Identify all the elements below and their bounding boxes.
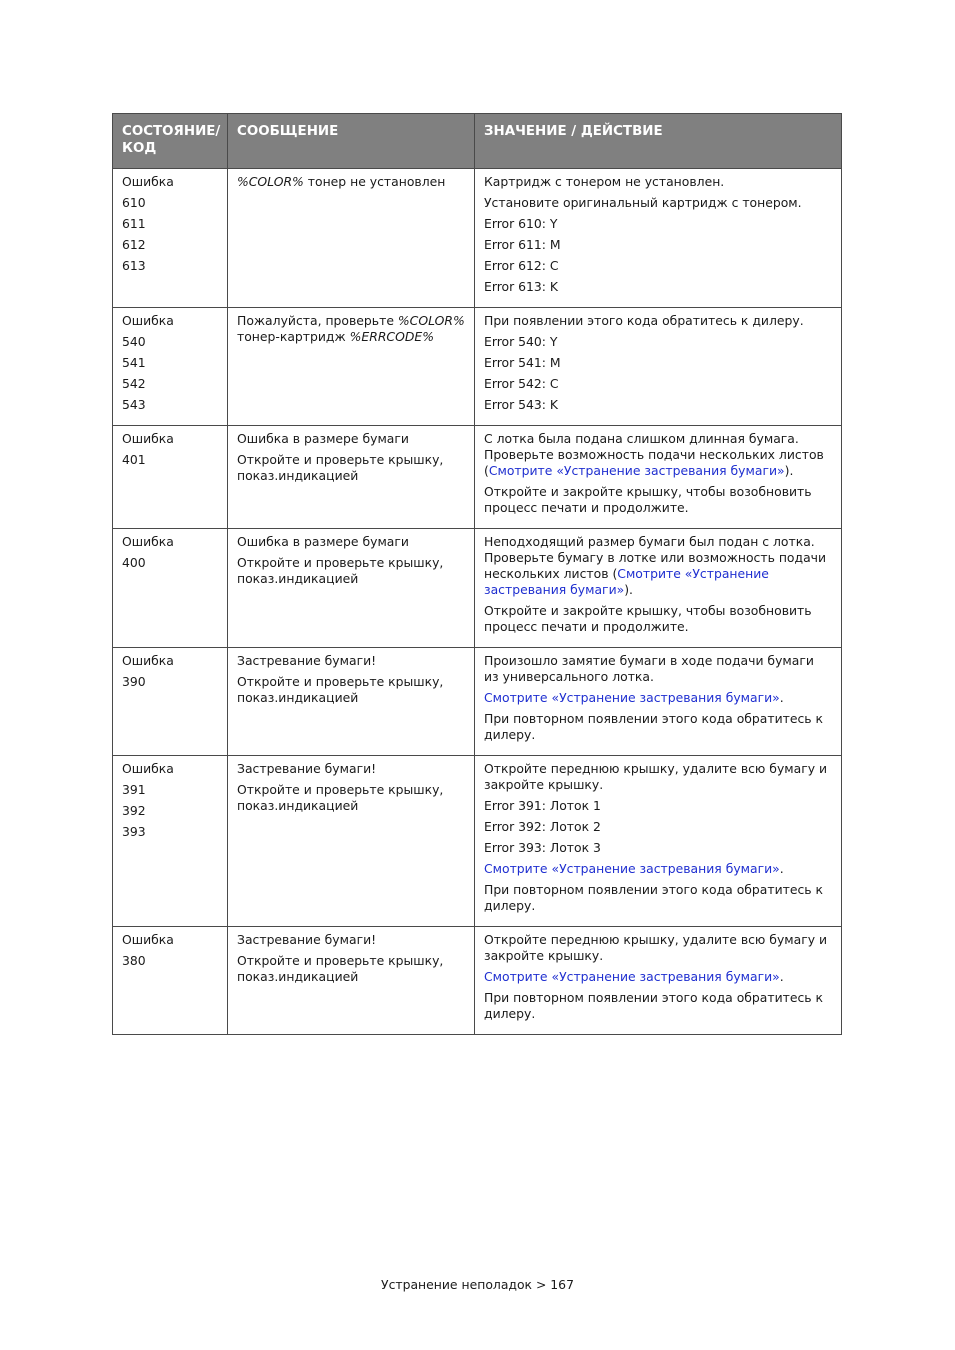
status-label: Ошибка <box>122 431 174 446</box>
text-segment: Застревание бумаги! <box>237 761 377 776</box>
message-cell <box>228 927 475 1035</box>
text-segment: Откройте и закройте крышку, чтобы возобновить процесс печати и продолжите. <box>484 603 812 634</box>
message-paragraph <box>237 431 465 447</box>
message-paragraph <box>237 761 465 777</box>
page-footer: Устранение неполадок > 167 <box>381 1277 574 1292</box>
text-segment: Error 391: Лоток 1 <box>484 798 601 813</box>
message-paragraph <box>237 932 465 948</box>
text-segment: Застревание бумаги! <box>237 653 377 668</box>
text-segment: . <box>779 861 784 876</box>
meaning-paragraph <box>484 603 832 635</box>
message-cell <box>228 308 475 426</box>
meaning-paragraph <box>484 932 832 964</box>
message-cell <box>228 426 475 529</box>
table-row <box>113 927 842 1035</box>
text-segment: Откройте и закройте крышку, чтобы возобновить процесс печати и продолжите. <box>484 484 812 515</box>
meaning-paragraph <box>484 484 832 516</box>
status-label: Ошибка <box>122 174 174 189</box>
message-paragraph <box>237 674 465 706</box>
text-segment: Error 543: K <box>484 397 559 412</box>
text-segment: Откройте и проверьте крышку, показ.индикацией <box>237 674 444 705</box>
text-segment: тонер не установлен <box>303 174 446 189</box>
placeholder-variable: %COLOR% <box>397 313 465 328</box>
meaning-paragraph <box>484 431 832 479</box>
meaning-paragraph <box>484 990 832 1022</box>
meaning-paragraph <box>484 195 832 211</box>
table-row <box>113 756 842 927</box>
text-segment: Error 611: M <box>484 237 561 252</box>
text-segment: Error 541: M <box>484 355 561 370</box>
text-segment: Error 613: K <box>484 279 559 294</box>
error-code: 400 <box>122 555 146 570</box>
error-code: 610 <box>122 195 146 210</box>
text-segment: ). <box>624 582 633 597</box>
message-paragraph <box>237 653 465 669</box>
meaning-cell <box>475 308 842 426</box>
header-state: СОСТОЯНИЕ/ <box>122 124 221 139</box>
status-cell <box>113 927 228 1035</box>
message-cell <box>228 756 475 927</box>
paper-jam-link[interactable]: Смотрите «Устранение застревания бумаги» <box>488 463 785 478</box>
text-segment: Ошибка в размере бумаги <box>237 431 409 446</box>
table-row <box>113 426 842 529</box>
meaning-paragraph <box>484 761 832 793</box>
table-row <box>113 529 842 648</box>
text-segment: . <box>779 969 784 984</box>
status-cell <box>113 648 228 756</box>
meaning-paragraph <box>484 279 832 295</box>
text-segment: Картридж с тонером не установлен. <box>484 174 725 189</box>
text-segment: . <box>779 690 784 705</box>
message-paragraph <box>237 782 465 814</box>
text-segment: Error 540: Y <box>484 334 558 349</box>
error-code: 611 <box>122 216 146 231</box>
header-meaning: ЗНАЧЕНИЕ / ДЕЙСТВИЕ <box>475 114 842 169</box>
paper-jam-link[interactable]: Смотрите «Устранение застревания бумаги» <box>484 566 769 597</box>
status-cell <box>113 308 228 426</box>
meaning-cell <box>475 927 842 1035</box>
text-segment: Error 392: Лоток 2 <box>484 819 601 834</box>
error-code: 390 <box>122 674 146 689</box>
meaning-paragraph <box>484 840 832 856</box>
meaning-cell <box>475 648 842 756</box>
error-code: 542 <box>122 376 146 391</box>
paper-jam-link[interactable]: Смотрите «Устранение застревания бумаги» <box>484 690 780 705</box>
table-row <box>113 648 842 756</box>
message-cell <box>228 529 475 648</box>
text-segment: При появлении этого кода обратитесь к дилеру. <box>484 313 804 328</box>
message-paragraph <box>237 313 465 345</box>
message-paragraph <box>237 174 465 190</box>
header-message: СООБЩЕНИЕ <box>228 114 475 169</box>
paper-jam-link[interactable]: Смотрите «Устранение застревания бумаги» <box>484 969 780 984</box>
paper-jam-link[interactable]: Смотрите «Устранение застревания бумаги» <box>484 861 780 876</box>
error-code: 392 <box>122 803 146 818</box>
error-codes-table <box>112 113 842 1035</box>
placeholder-variable: %ERRCODE% <box>349 329 434 344</box>
text-segment: Произошло замятие бумаги в ходе подачи бумаги из универсального лотка. <box>484 653 814 684</box>
text-segment: Error 612: C <box>484 258 559 273</box>
status-cell <box>113 529 228 648</box>
text-segment: При повторном появлении этого кода обратитесь к дилеру. <box>484 711 824 742</box>
status-label: Ошибка <box>122 313 174 328</box>
text-segment: Откройте переднюю крышку, удалите всю бумагу и закройте крышку. <box>484 932 828 963</box>
text-segment: При повторном появлении этого кода обратитесь к дилеру. <box>484 882 824 913</box>
meaning-paragraph <box>484 534 832 598</box>
text-segment: Откройте переднюю крышку, удалите всю бумагу и закройте крышку. <box>484 761 828 792</box>
text-segment: С лотка была подана слишком длинная бумага. Проверьте возможность подачи нескольких листов ( <box>484 431 824 478</box>
text-segment: ). <box>784 463 794 478</box>
table-row <box>113 169 842 308</box>
text-segment: Откройте и проверьте крышку, показ.индикацией <box>237 452 444 483</box>
message-cell <box>228 169 475 308</box>
text-segment: Застревание бумаги! <box>237 932 377 947</box>
text-segment: Установите оригинальный картридж с тонером. <box>484 195 802 210</box>
error-code: 541 <box>122 355 146 370</box>
meaning-paragraph <box>484 861 832 877</box>
text-segment: Откройте и проверьте крышку, показ.индикацией <box>237 782 444 813</box>
text-segment: Ошибка в размере бумаги <box>237 534 409 549</box>
message-paragraph <box>237 452 465 484</box>
text-segment: тонер-картридж <box>237 329 350 344</box>
text-segment: Неподходящий размер бумаги был подан с лотка. Проверьте бумагу в лотке или возможность подачи нескольких листов ( <box>484 534 827 581</box>
meaning-paragraph <box>484 334 832 350</box>
meaning-paragraph <box>484 174 832 190</box>
header-state-code <box>113 114 228 169</box>
meaning-paragraph <box>484 653 832 685</box>
status-cell <box>113 426 228 529</box>
meaning-paragraph <box>484 798 832 814</box>
message-cell <box>228 648 475 756</box>
error-code: 543 <box>122 397 146 412</box>
text-segment: Откройте и проверьте крышку, показ.индикацией <box>237 555 444 586</box>
text-segment: Error 393: Лоток 3 <box>484 840 601 855</box>
meaning-cell <box>475 529 842 648</box>
message-paragraph <box>237 534 465 550</box>
meaning-paragraph <box>484 711 832 743</box>
table-header-row <box>113 114 842 169</box>
message-paragraph <box>237 555 465 587</box>
meaning-paragraph <box>484 258 832 274</box>
message-paragraph <box>237 953 465 985</box>
text-segment: Откройте и проверьте крышку, показ.индикацией <box>237 953 444 984</box>
meaning-paragraph <box>484 355 832 371</box>
status-cell <box>113 169 228 308</box>
meaning-paragraph <box>484 397 832 413</box>
error-code: 391 <box>122 782 146 797</box>
meaning-paragraph <box>484 376 832 392</box>
error-code: 540 <box>122 334 146 349</box>
error-code: 380 <box>122 953 146 968</box>
header-code: КОД <box>122 141 157 156</box>
meaning-cell <box>475 169 842 308</box>
text-segment: Error 610: Y <box>484 216 558 231</box>
meaning-cell <box>475 756 842 927</box>
status-label: Ошибка <box>122 761 174 776</box>
status-label: Ошибка <box>122 932 174 947</box>
meaning-paragraph <box>484 237 832 253</box>
text-segment: При повторном появлении этого кода обратитесь к дилеру. <box>484 990 824 1021</box>
meaning-paragraph <box>484 690 832 706</box>
meaning-paragraph <box>484 216 832 232</box>
meaning-cell <box>475 426 842 529</box>
status-label: Ошибка <box>122 653 174 668</box>
meaning-paragraph <box>484 882 832 914</box>
error-code: 613 <box>122 258 146 273</box>
meaning-paragraph <box>484 969 832 985</box>
error-code: 393 <box>122 824 146 839</box>
meaning-paragraph <box>484 819 832 835</box>
text-segment: Пожалуйста, проверьте <box>237 313 398 328</box>
error-code: 401 <box>122 452 146 467</box>
meaning-paragraph <box>484 313 832 329</box>
placeholder-variable: %COLOR% <box>237 174 304 189</box>
status-cell <box>113 756 228 927</box>
error-code: 612 <box>122 237 146 252</box>
status-label: Ошибка <box>122 534 174 549</box>
table-row <box>113 308 842 426</box>
text-segment: Error 542: C <box>484 376 559 391</box>
